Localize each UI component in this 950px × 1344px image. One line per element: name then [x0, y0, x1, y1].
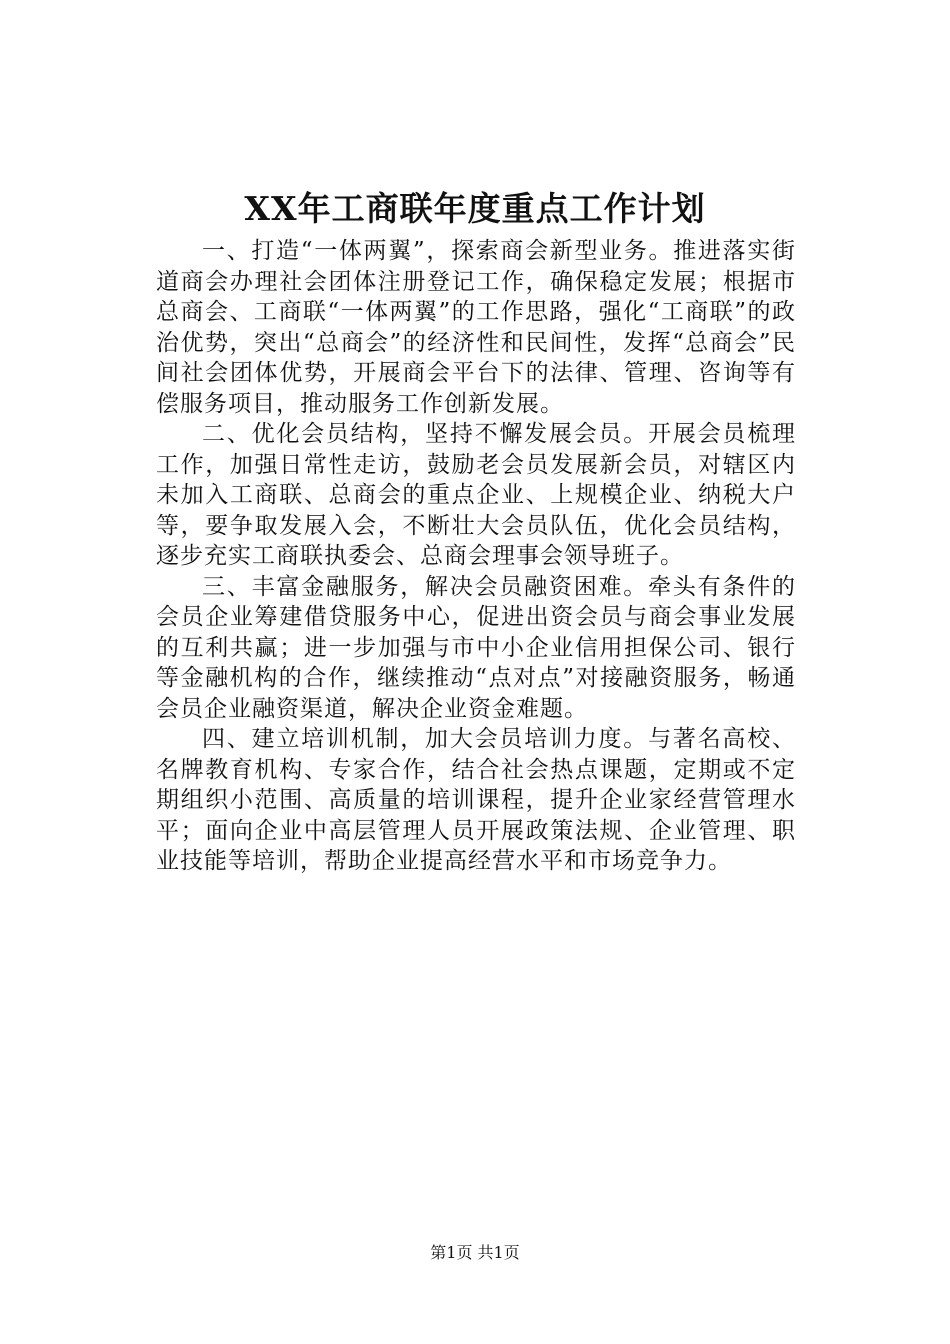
document-body — [156, 236, 796, 877]
paragraph-4: 四、建立培训机制，加大会员培训力度。与著名高校、名牌教育机构、专家合作，结合社会热点课题，定期或不定期组织小范围、高质量的培训课程，提升企业家经营管理水平；面向企业中高层管理人员开展政策法规、企业管理、职业技能等培训，帮助企业提高经营水平和市场竞争力。 — [156, 726, 796, 874]
document-title: XX年工商联年度重点工作计划 — [244, 189, 706, 228]
paragraph-2: 二、优化会员结构，坚持不懈发展会员。开展会员梳理工作，加强日常性走访，鼓励老会员发展新会员，对辖区内未加入工商联、总商会的重点企业、上规模企业、纳税大户等，要争取发展入会，不断壮大会员队伍，优化会员结构，逐步充实工商联执委会、总商会理事会领导班子。 — [156, 421, 796, 569]
paragraph-1: 一、打造“一体两翼”，探索商会新型业务。推进落实街道商会办理社会团体注册登记工作，确保稳定发展；根据市总商会、工商联“一体两翼”的工作思路，强化“工商联”的政治优势，突出“总商会”的经济性和民间性，发挥“总商会”民间社会团体优势，开展商会平台下的法律、管理、咨询等有偿服务项目，推动服务工作创新发展。 — [156, 238, 796, 417]
paragraph-3: 三、丰富金融服务，解决会员融资困难。牵头有条件的会员企业筹建借贷服务中心，促进出资会员与商会事业发展的互利共赢；进一步加强与市中小企业信用担保公司、银行等金融机构的合作，继续推动“点对点”对接融资服务，畅通会员企业融资渠道，解决企业资金难题。 — [156, 573, 796, 722]
page-footer: 第1页 共1页 — [430, 1243, 520, 1262]
